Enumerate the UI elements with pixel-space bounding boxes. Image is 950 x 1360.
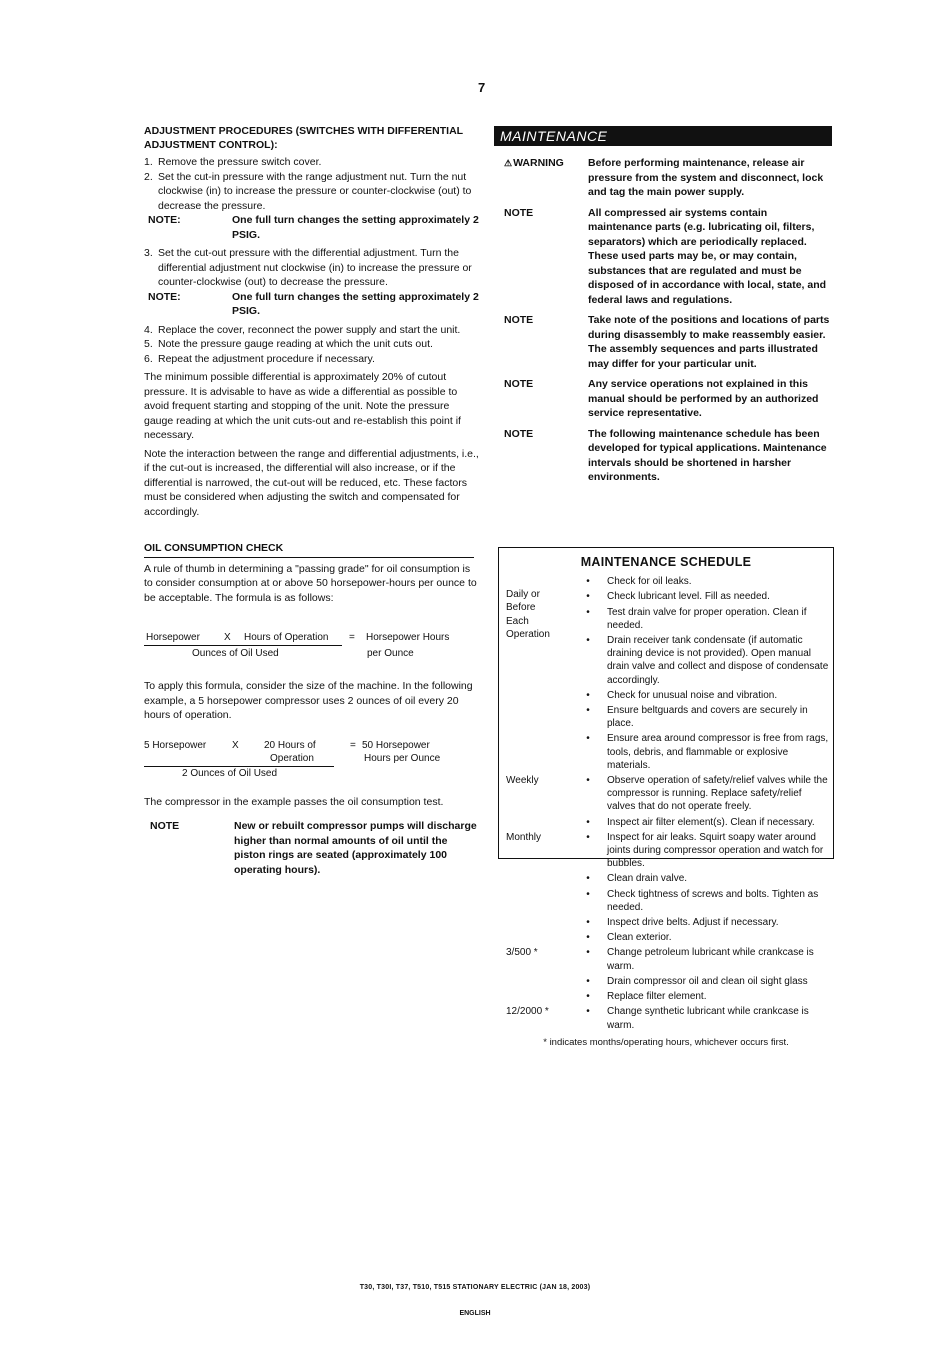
formula-fraction-line	[144, 645, 342, 646]
note-schedule: NOTE The following maintenance schedule has been developed for typical applications. Maintenance intervals should be shortened in harsher environments.	[504, 427, 827, 483]
list-item: • Change petroleum lubricant while crankcase is warm.	[586, 947, 814, 972]
period-12-2000-label: 12/2000 *	[506, 1006, 549, 1018]
oil-example-formula	[144, 737, 479, 781]
differential-paragraph: The minimum possible differential is approximately 20% of cutout pressure. It is advisable to have as wide a differential as possible to avoid frequent starting and stopping of the unit. Note the pressure gauge reading at which the unit cuts-out and re-establish this point if necessary.	[144, 371, 461, 441]
warning-icon: ⚠	[504, 158, 513, 168]
schedule-footnote: * indicates months/operating hours, whichever occurs first.	[543, 1036, 789, 1048]
note-disposal: NOTE All compressed air systems contain maintenance parts (e.g. lubricating oil, filters, separators) which are periodically replaced. These used parts may be, or may contain, substances that are regulated and must be disposed of in accordance with local, state, and federal laws and regulations.	[504, 206, 827, 306]
warning-text: Before performing maintenance, release air pressure from the system and disconnect, lock and tag the main power supply.	[588, 157, 824, 198]
list-item: • Inspect drive belts. Adjust if necessary.	[586, 917, 779, 929]
period-daily-label: Daily or Before Each Operation	[506, 589, 550, 640]
step-5: 5. Note the pressure gauge reading at which the unit cuts out.	[144, 338, 433, 350]
list-item: • Inspect for air leaks. Squirt soapy water around joints during compressor operation and watch for bubbles.	[586, 831, 824, 870]
schedule-title: MAINTENANCE SCHEDULE	[580, 555, 752, 569]
step-2: 2. Set the cut-in pressure with the range adjustment nut. Turn the nut clockwise (in) to increase the pressure or counter-clockwise (out) to decrease the pressure.	[144, 170, 472, 212]
note-psig-1: NOTE: One full turn changes the setting approximately 2 PSIG.	[148, 214, 479, 241]
formula-ounces: Ounces of Oil Used	[192, 648, 279, 659]
warning-label: WARNING	[513, 157, 564, 169]
period-weekly-label: Weekly	[506, 775, 539, 787]
list-item: • Check for oil leaks.	[586, 576, 692, 588]
note-psig-2: NOTE: One full turn changes the setting approximately 2 PSIG.	[148, 290, 479, 317]
example-hp: 5 Horsepower	[144, 739, 207, 751]
oil-consumption-heading: OIL CONSUMPTION CHECK	[144, 541, 474, 558]
list-item: • Ensure beltguards and covers are securely in place.	[586, 705, 808, 730]
list-item: • Drain receiver tank condensate (if automatic draining device is not provided). Open manual drain valve and collect and dispose of condensate accordingly.	[586, 635, 829, 686]
formula-result-bottom: per Ounce	[367, 648, 414, 659]
note-reassembly: NOTE Take note of the positions and locations of parts during disassembly to make reassembly easier. The assembly sequences and parts illustrated may differ for your particular unit.	[504, 314, 830, 370]
step-3: 3. Set the cut-out pressure with the differential adjustment. Turn the differential adjustment nut clockwise (in) to increase the pressure or counter-clockwise (out) to decrease the pressure.	[144, 247, 472, 288]
list-item: • Drain compressor oil and clean oil sight glass	[586, 975, 808, 987]
formula-equals: =	[349, 632, 355, 643]
list-item: • Change synthetic lubricant while crankcase is warm.	[586, 1006, 809, 1031]
list-item: • Check for unusual noise and vibration.	[586, 689, 778, 701]
example-hours-bottom: Operation	[270, 752, 314, 764]
maintenance-banner: MAINTENANCE	[494, 126, 832, 146]
page-number: 7	[478, 80, 486, 95]
adjustment-heading: ADJUSTMENT PROCEDURES (SWITCHES WITH DIFFERENTIAL ADJUSTMENT CONTROL):	[144, 125, 463, 151]
list-item: • Check lubricant level. Fill as needed.	[586, 591, 770, 603]
example-equals: =	[350, 739, 356, 751]
warning-note	[504, 156, 834, 200]
formula-result-top: Horsepower Hours	[366, 632, 450, 643]
note-service: NOTE Any service operations not explained in this manual should be performed by an authorized service representative.	[504, 378, 819, 419]
example-times: X	[232, 739, 239, 751]
footer-language: ENGLISH	[459, 1310, 491, 1317]
step-4: 4. Replace the cover, reconnect the power supply and start the unit.	[144, 323, 461, 336]
maintenance-schedule-box	[498, 547, 834, 1048]
list-item: • Replace filter element.	[586, 991, 707, 1003]
list-item: • Observe operation of safety/relief valves while the compressor is running. Replace safety/relief valves that do not operate freely.	[586, 775, 828, 813]
list-item: • Check tightness of screws and bolts. Tighten as needed.	[586, 888, 819, 913]
formula-horsepower: Horsepower	[146, 632, 200, 643]
example-hours-top: 20 Hours of	[264, 739, 316, 751]
list-item: • Clean exterior.	[586, 932, 672, 944]
list-item: • Inspect air filter element(s). Clean if necessary.	[586, 816, 815, 828]
step-6: 6. Repeat the adjustment procedure if necessary.	[144, 352, 375, 365]
period-3-500	[499, 946, 833, 1005]
formula-times: X	[224, 632, 231, 643]
list-item: • Clean drain valve.	[586, 873, 688, 885]
list-item: • Ensure area around compressor is free from rags, tools, debris, and flammable or explosive materials.	[586, 733, 829, 771]
pass-text: The compressor in the example passes the oil consumption test.	[144, 795, 444, 808]
interaction-paragraph: Note the interaction between the range and differential adjustments, i.e., if the cut-out is increased, the differential will also increase, or if the differential is narrowed, the cut-out will be reduced, etc. These factors must be considered when adjusting the switch and compensated for accordingly.	[144, 447, 479, 518]
example-ounces: 2 Ounces of Oil Used	[182, 767, 278, 779]
footer-model-line: T30, T30I, T37, T510, T515 STATIONARY ELECTRIC (JAN 18, 2003)	[359, 1284, 591, 1291]
step-1: 1. Remove the pressure switch cover.	[144, 156, 322, 168]
example-result-bottom: Hours per Ounce	[364, 752, 441, 764]
period-weekly	[499, 774, 833, 831]
example-result-top: 50 Horsepower	[362, 739, 430, 751]
period-monthly-label: Monthly	[506, 831, 542, 843]
left-column	[144, 124, 479, 877]
oil-formula	[144, 629, 479, 669]
formula-hours: Hours of Operation	[244, 632, 329, 643]
apply-formula-text: To apply this formula, consider the size of the machine. In the following example, a 5 horsepower compressor uses 2 ounces of oil every 20 hours of operation.	[144, 680, 473, 721]
oil-intro: A rule of thumb in determining a "passing grade" for oil consumption is to consider consumption at or above 50 horsepower-hours per ounce to be acceptable. The formula is as follows:	[144, 562, 477, 604]
period-daily	[499, 575, 833, 774]
period-monthly	[499, 831, 833, 947]
period-3-500-label: 3/500 *	[506, 947, 538, 959]
maintenance-notes	[504, 156, 834, 491]
list-item: • Test drain valve for proper operation. Clean if needed.	[586, 606, 807, 631]
rebuilt-pump-note: NOTE New or rebuilt compressor pumps will discharge higher than normal amounts of oil until the piston rings are seated (approximately 100 operating hours).	[150, 820, 477, 876]
period-12-2000	[499, 1005, 833, 1033]
